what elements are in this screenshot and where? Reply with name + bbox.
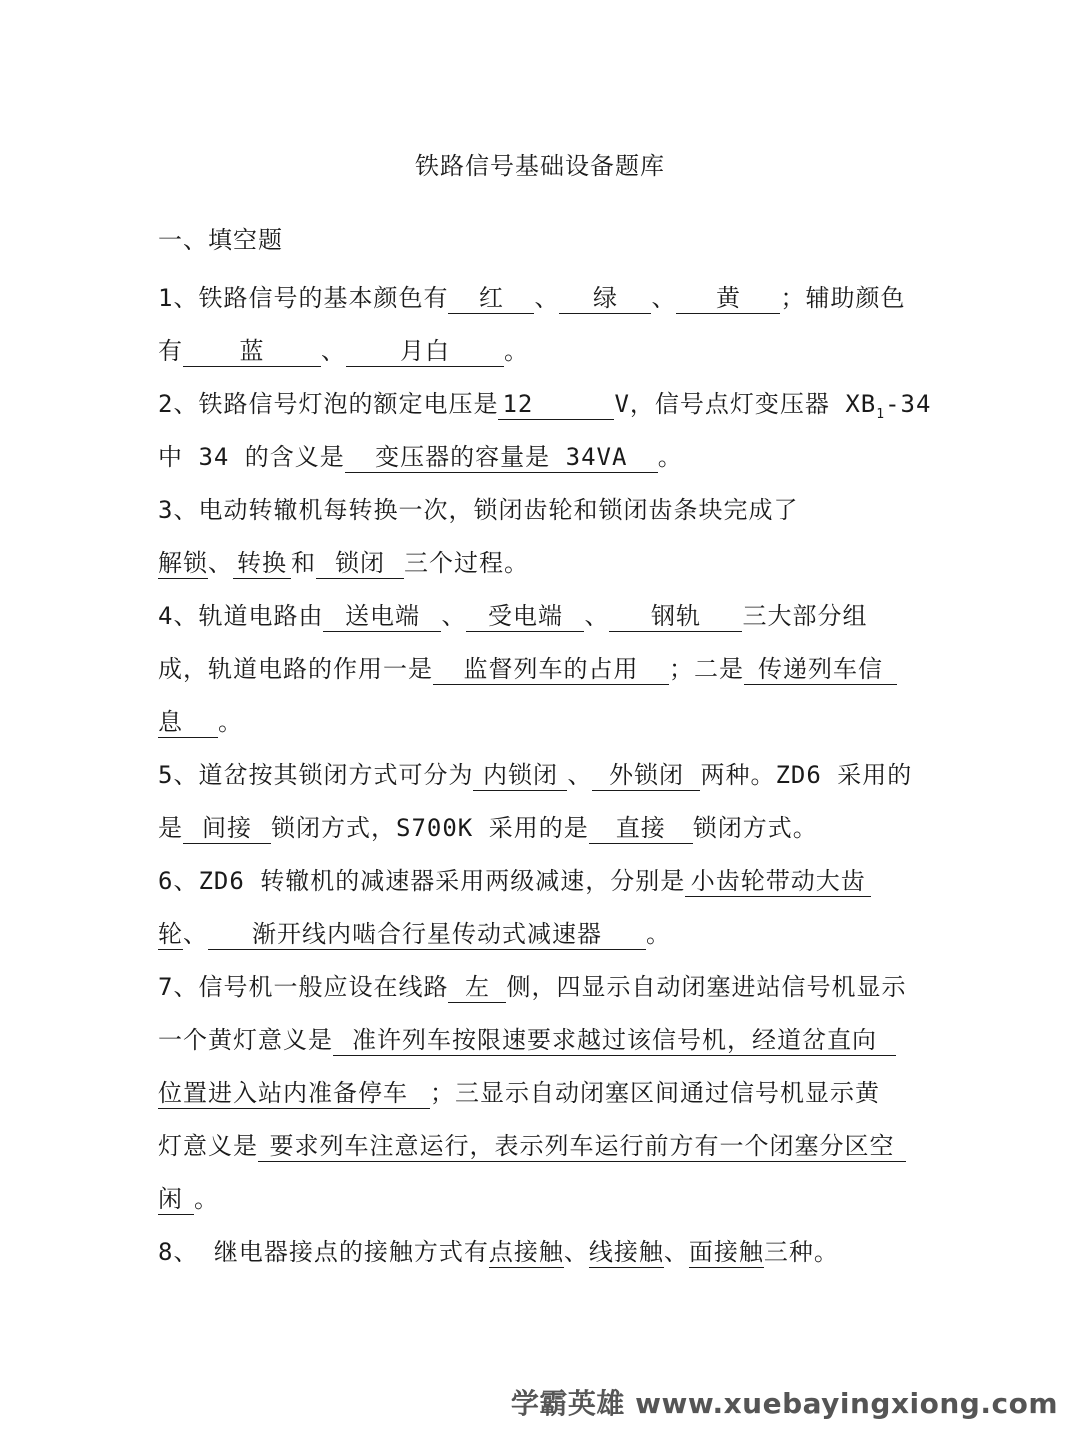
- answer-blank: 左: [448, 974, 506, 1003]
- answer-blank: 月白: [346, 338, 504, 367]
- question-4-line-1: 4、轨道电路由 送电端 、 受电端 、 钢轨 三大部分组: [158, 602, 868, 630]
- question-7-line-5: 闲 。: [158, 1185, 219, 1213]
- answer-blank: 小齿轮带动大齿: [685, 868, 871, 897]
- answer-blank: 送电端: [323, 603, 441, 632]
- answer-blank: 红: [448, 285, 534, 314]
- answer-blank: 间接: [183, 815, 271, 844]
- answer-blank: 内锁闭: [473, 762, 567, 791]
- question-5-line-2: 是 间接 锁闭方式，S700K 采用的是 直接 锁闭方式。: [158, 814, 818, 842]
- answer-blank: 轮: [158, 920, 183, 948]
- question-7-line-3: 位置进入站内准备停车 ；三显示自动闭塞区间通过信号机显示黄: [158, 1079, 880, 1107]
- page-title: 铁路信号基础设备题库: [415, 152, 665, 180]
- answer-blank: 渐开线内啮合行星传动式减速器: [208, 921, 646, 950]
- answer-blank: 闲: [158, 1186, 194, 1215]
- answer-blank: 外锁闭: [592, 762, 700, 791]
- question-1-line-1: 1、铁路信号的基本颜色有 红 、 绿 、 黄 ；辅助颜色: [158, 284, 906, 312]
- watermark: 学霸英雄 www.xuebayingxiong.com: [510, 1387, 1058, 1420]
- answer-blank: 线接触: [588, 1238, 664, 1266]
- question-7-line-1: 7、信号机一般应设在线路 左 侧，四显示自动闭塞进站信号机显示: [158, 973, 907, 1001]
- answer-blank: 直接: [589, 815, 693, 844]
- question-6-line-2: 轮、 渐开线内啮合行星传动式减速器 。: [158, 920, 671, 948]
- question-3-line-1: 3、电动转辙机每转换一次，锁闭齿轮和锁闭齿条块完成了: [158, 496, 799, 524]
- answer-blank: 受电端: [466, 603, 584, 632]
- answer-blank: 面接触: [688, 1238, 764, 1266]
- question-8-line-1: 8、 继电器接点的接触方式有点接触、线接触、面接触三种。: [158, 1238, 839, 1266]
- question-2-line-1: 2、铁路信号灯泡的额定电压是 12 V，信号点灯变压器 $XB_1-34$: [158, 390, 932, 422]
- answer-blank: 钢轨: [609, 603, 742, 632]
- answer-blank: 锁闭: [316, 550, 404, 579]
- answer-blank: 位置进入站内准备停车: [158, 1080, 430, 1109]
- question-1-line-2: 有 蓝 、 月白 。: [158, 337, 529, 365]
- question-6-line-1: 6、ZD6 转辙机的减速器采用两级减速，分别是 小齿轮带动大齿: [158, 861, 871, 897]
- question-7-line-2: 一个黄灯意义是 准许列车按限速要求越过该信号机，经道岔直向: [158, 1020, 896, 1056]
- answer-blank: 绿: [559, 285, 651, 314]
- answer-blank: 息: [158, 709, 218, 738]
- answer-blank: 蓝: [183, 338, 321, 367]
- question-2-line-2: 中 34 的含义是 变压器的容量是 34VA 。: [158, 443, 683, 471]
- answer-blank: 转换: [233, 550, 291, 579]
- answer-blank: 解锁: [158, 549, 208, 577]
- answer-blank: 点接触: [488, 1238, 564, 1266]
- question-4-line-3: 息 。: [158, 708, 243, 736]
- question-3-line-2: 解锁、 转换 和 锁闭 三个过程。: [158, 549, 529, 577]
- answer-blank: 变压器的容量是 34VA: [345, 444, 658, 473]
- answer-blank: 12: [498, 391, 614, 420]
- question-7-line-4: 灯意义是 要求列车注意运行，表示列车运行前方有一个闭塞分区空: [158, 1126, 906, 1162]
- section-heading: 一、填空题: [158, 226, 283, 254]
- answer-blank: 要求列车注意运行，表示列车运行前方有一个闭塞分区空: [258, 1133, 906, 1162]
- question-4-line-2: 成，轨道电路的作用一是 监督列车的占用 ；二是 传递列车信: [158, 649, 897, 685]
- answer-blank: 准许列车按限速要求越过该信号机，经道岔直向: [333, 1027, 896, 1056]
- question-5-line-1: 5、道岔按其锁闭方式可分为 内锁闭 、 外锁闭 两种。ZD6 采用的: [158, 761, 913, 789]
- answer-blank: 传递列车信: [744, 656, 897, 685]
- answer-blank: 黄: [676, 285, 780, 314]
- answer-blank: 监督列车的占用: [433, 656, 669, 685]
